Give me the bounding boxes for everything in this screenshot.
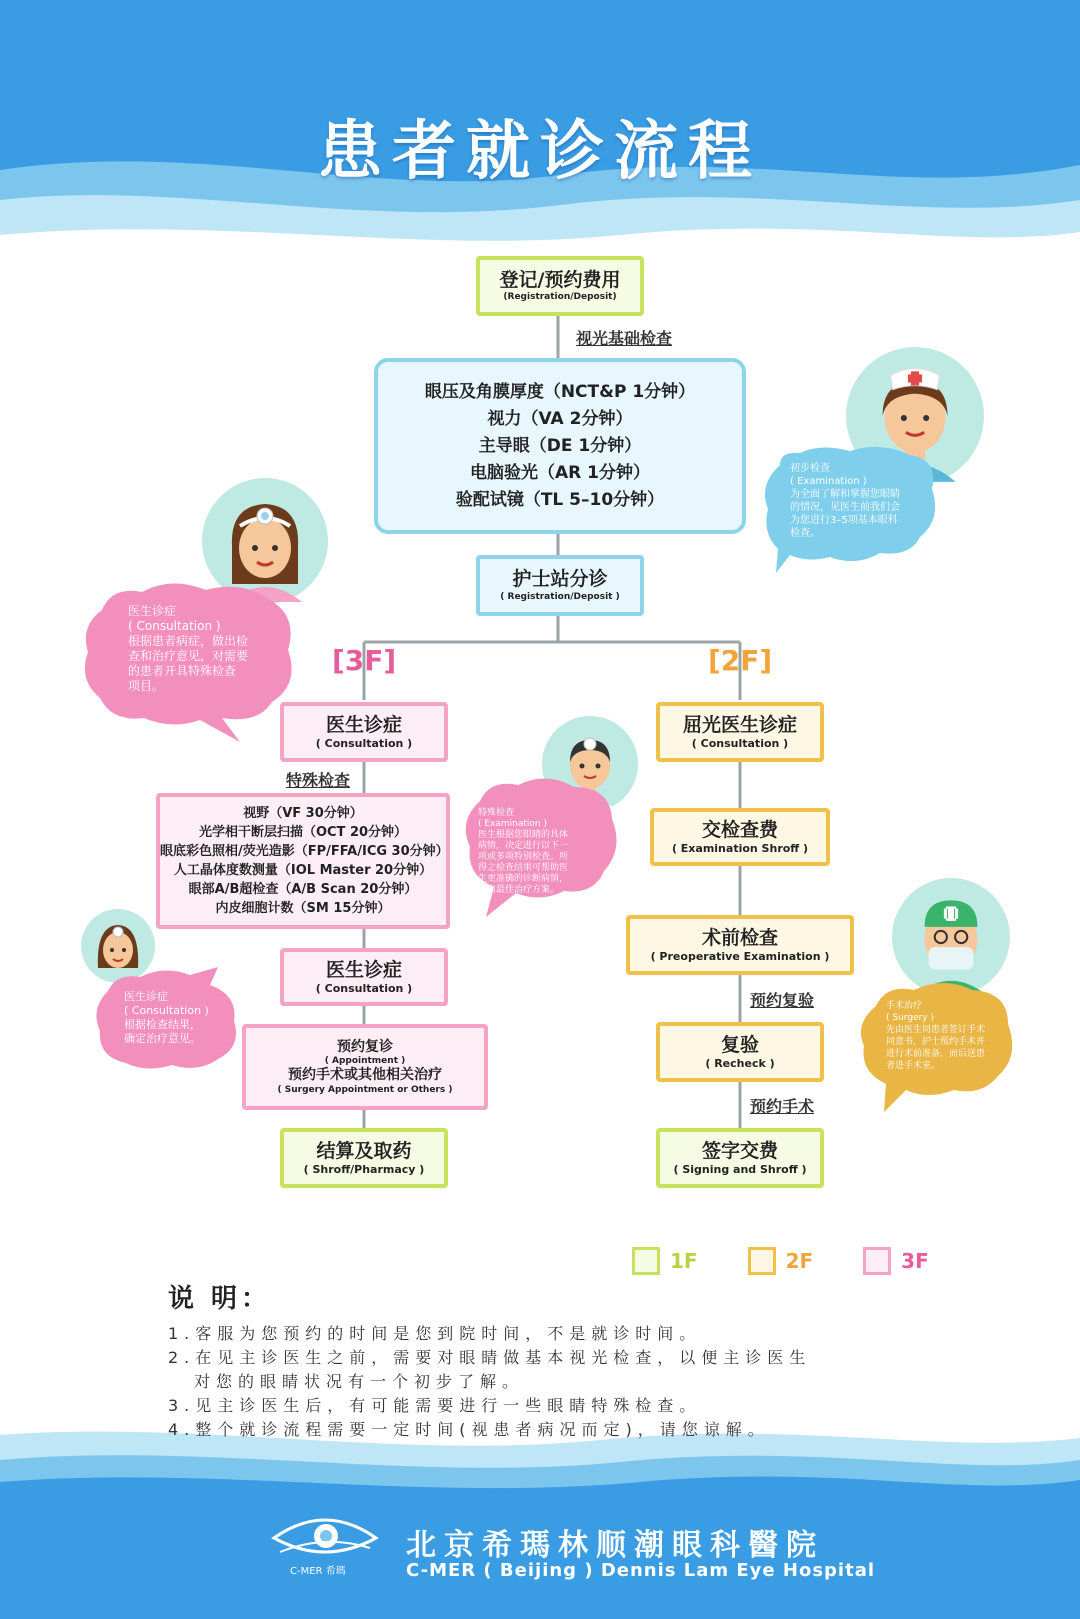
- hospital-name-zh: 北京希瑪林顺潮眼科醫院: [406, 1528, 824, 1563]
- surgery-bubble-line: 者进手术室。: [886, 1061, 941, 1071]
- refraction-en: ( Consultation ): [691, 737, 789, 751]
- special-bubble-line: 医生根据您眼睛的具体: [478, 830, 569, 840]
- note-item: 对您的眼睛状况有一个初步了解。: [194, 1372, 525, 1391]
- refraction-consultation-box: [656, 702, 824, 762]
- legend-label-3f: 3F: [901, 1249, 929, 1273]
- special-exam-bubble-text: [478, 808, 610, 896]
- legend: [632, 1247, 929, 1275]
- doctor-1-bubble-line: 的患者开具特殊检查: [128, 664, 237, 678]
- doctor-1-bubble-line: 查和治疗意见，对需要: [128, 649, 249, 663]
- hospital-name-en: C-MER ( Beijing ) Dennis Lam Eye Hospital: [406, 1560, 876, 1581]
- refraction-zh: 屈光医生诊症: [682, 713, 797, 736]
- special-exam-item: 眼部A/B超检查（A/B Scan 20分钟）: [188, 882, 418, 897]
- signing-zh: 签字交费: [701, 1139, 778, 1162]
- triage-en: ( Registration/Deposit ): [500, 591, 620, 602]
- doctor-1-bubble-en: ( Consultation ): [128, 619, 221, 633]
- recheck-box: [656, 1022, 824, 1082]
- special-exam-item: 人工晶体度数测量（IOL Master 20分钟）: [173, 863, 433, 878]
- surgery-bubble-en: ( Surgery ): [886, 1013, 934, 1023]
- special-exam-item: 视野（VF 30分钟）: [243, 806, 363, 821]
- note-item: 3.见主诊医生后，有可能需要进行一些眼睛特殊检查。: [168, 1396, 702, 1415]
- note-item: 1.客服为您预约的时间是您到院时间，不是就诊时间。: [168, 1324, 702, 1343]
- special-bubble-line: 项或多项特别检查。所: [478, 852, 569, 862]
- signing-box: [656, 1128, 824, 1188]
- special-bubble-line: 得之检查结果可帮助医: [478, 863, 569, 873]
- legend-label-1f: 1F: [670, 1249, 698, 1273]
- notes-list: [168, 1322, 968, 1442]
- surgery-bubble-line: 先由医生同患者签订手术: [886, 1025, 986, 1035]
- doctor-2-bubble-text: [124, 990, 236, 1046]
- doctor-2-bubble-title: 医生诊症: [124, 990, 168, 1003]
- nurse-bubble-title: 初步检查: [790, 463, 830, 474]
- exam-fee-box: [650, 808, 830, 866]
- appointment-zh: 预约复诊: [337, 1038, 393, 1055]
- special-bubble-line: 拟出最佳治疗方案。: [478, 885, 560, 895]
- legend-swatch-3f: [863, 1247, 891, 1275]
- registration-box: [476, 256, 644, 316]
- label-special-exam: 特殊检查: [286, 771, 351, 790]
- recheck-en: ( Recheck ): [705, 1057, 775, 1071]
- consultation-box-1: [280, 702, 448, 762]
- basic-exam-item: 电脑验光（AR 1分钟）: [470, 462, 650, 483]
- surgery-bubble-title: 手术治疗: [886, 1001, 923, 1011]
- triage-zh: 护士站分诊: [512, 568, 608, 591]
- consultation-2-zh: 医生诊症: [325, 958, 402, 981]
- legend-swatch-2f: [748, 1247, 776, 1275]
- appointment-en: ( Appointment ): [324, 1056, 406, 1067]
- basic-exam-box: [374, 358, 746, 534]
- special-exam-item: 光学相干断层扫描（OCT 20分钟）: [198, 825, 408, 840]
- pharmacy-en: ( Shroff/Pharmacy ): [303, 1163, 425, 1177]
- preop-en: ( Preoperative Examination ): [650, 950, 830, 964]
- nurse-bubble-en: ( Examination ): [790, 476, 867, 487]
- legend-label-2f: 2F: [785, 1249, 814, 1273]
- doctor-2-bubble-line: 根据检查结果，: [124, 1018, 201, 1031]
- nurse-bubble-line: 为您进行3–5项基本眼科: [790, 515, 898, 526]
- consultation-box-2: [280, 948, 448, 1006]
- floor-2-label: [2F]: [708, 644, 773, 677]
- nurse-bubble-text: [790, 462, 930, 540]
- special-bubble-line: 病情，决定进行以下一: [478, 841, 569, 851]
- doctor-2-bubble-en: ( Consultation ): [124, 1004, 209, 1017]
- label-surgery-appointment: 预约手术: [750, 1097, 815, 1116]
- nurse-bubble-line: 检查。: [790, 528, 820, 539]
- surgery-bubble-line: 进行术前准备，而后送患: [886, 1049, 986, 1059]
- special-bubble-title: 特殊检查: [478, 808, 515, 818]
- nurse-bubble-line: 为全面了解和掌握您眼睛: [790, 489, 900, 500]
- note-item: 4.整个就诊流程需要一定时间(视患者病况而定)，请您谅解。: [168, 1420, 770, 1439]
- consultation-1-en: ( Consultation ): [315, 737, 413, 751]
- exam-fee-zh: 交检查费: [701, 818, 778, 841]
- surgery-bubble-text: [886, 1000, 1010, 1072]
- doctor-1-bubble-title: 医生诊症: [128, 604, 177, 618]
- pharmacy-box: [280, 1128, 448, 1188]
- notes-title: 说 明：: [168, 1284, 272, 1314]
- nurse-bubble-line: 的情况，见医生前我们会: [790, 502, 900, 513]
- special-exam-box: [156, 793, 450, 929]
- preop-exam-box: [626, 915, 854, 975]
- floor-3-label: [3F]: [332, 644, 397, 677]
- special-bubble-en: ( Examination ): [478, 819, 547, 829]
- doctor-1-bubble-line: 项目。: [128, 679, 165, 693]
- surgery-appointment-zh: 预约手术或其他相关治疗: [288, 1067, 442, 1083]
- doctor-2-bubble-line: 确定治疗意见。: [124, 1032, 201, 1045]
- doctor-1-bubble-text: [128, 604, 288, 694]
- surgery-bubble-line: 同意书，护士预约手术并: [886, 1037, 986, 1047]
- signing-en: ( Signing and Shroff ): [673, 1163, 807, 1177]
- label-recheck-appointment: 预约复验: [750, 991, 815, 1010]
- note-item: 2.在见主诊医生之前，需要对眼睛做基本视光检查，以便主诊医生: [168, 1348, 812, 1367]
- pharmacy-zh: 结算及取药: [316, 1139, 412, 1162]
- basic-exam-item: 视力（VA 2分钟）: [487, 408, 633, 429]
- special-exam-item: 眼底彩色照相/荧光造影（FP/FFA/ICG 30分钟）: [160, 844, 449, 859]
- label-basic-exam: 视光基础检查: [576, 329, 673, 348]
- recheck-zh: 复验: [720, 1033, 759, 1056]
- surgery-appointment-en: ( Surgery Appointment or Others ): [277, 1084, 453, 1095]
- registration-zh: 登记/预约费用: [499, 268, 621, 291]
- preop-zh: 术前检查: [701, 926, 778, 949]
- registration-en: (Registration/Deposit): [503, 292, 617, 303]
- basic-exam-item: 眼压及角膜厚度（NCT&P 1分钟）: [424, 381, 696, 402]
- consultation-1-zh: 医生诊症: [325, 713, 402, 736]
- doctor-1-bubble-line: 根据患者病症，做出检: [128, 634, 249, 648]
- exam-fee-en: ( Examination Shroff ): [671, 842, 809, 856]
- special-exam-item: 内皮细胞计数（SM 15分钟）: [215, 901, 391, 916]
- logo-text: C-MER 希瑪: [290, 1566, 346, 1577]
- basic-exam-item: 主导眼（DE 1分钟）: [478, 435, 642, 456]
- consultation-2-en: ( Consultation ): [315, 982, 413, 996]
- triage-box: [476, 555, 644, 616]
- cmer-eye-logo-icon: [270, 1508, 380, 1570]
- page-title: 患者就诊流程: [318, 115, 762, 189]
- legend-swatch-1f: [632, 1247, 660, 1275]
- basic-exam-item: 验配试镜（TL 5–10分钟）: [455, 489, 665, 510]
- appointment-box: [242, 1024, 488, 1110]
- special-bubble-line: 生更准确的诊断病情，: [478, 874, 569, 884]
